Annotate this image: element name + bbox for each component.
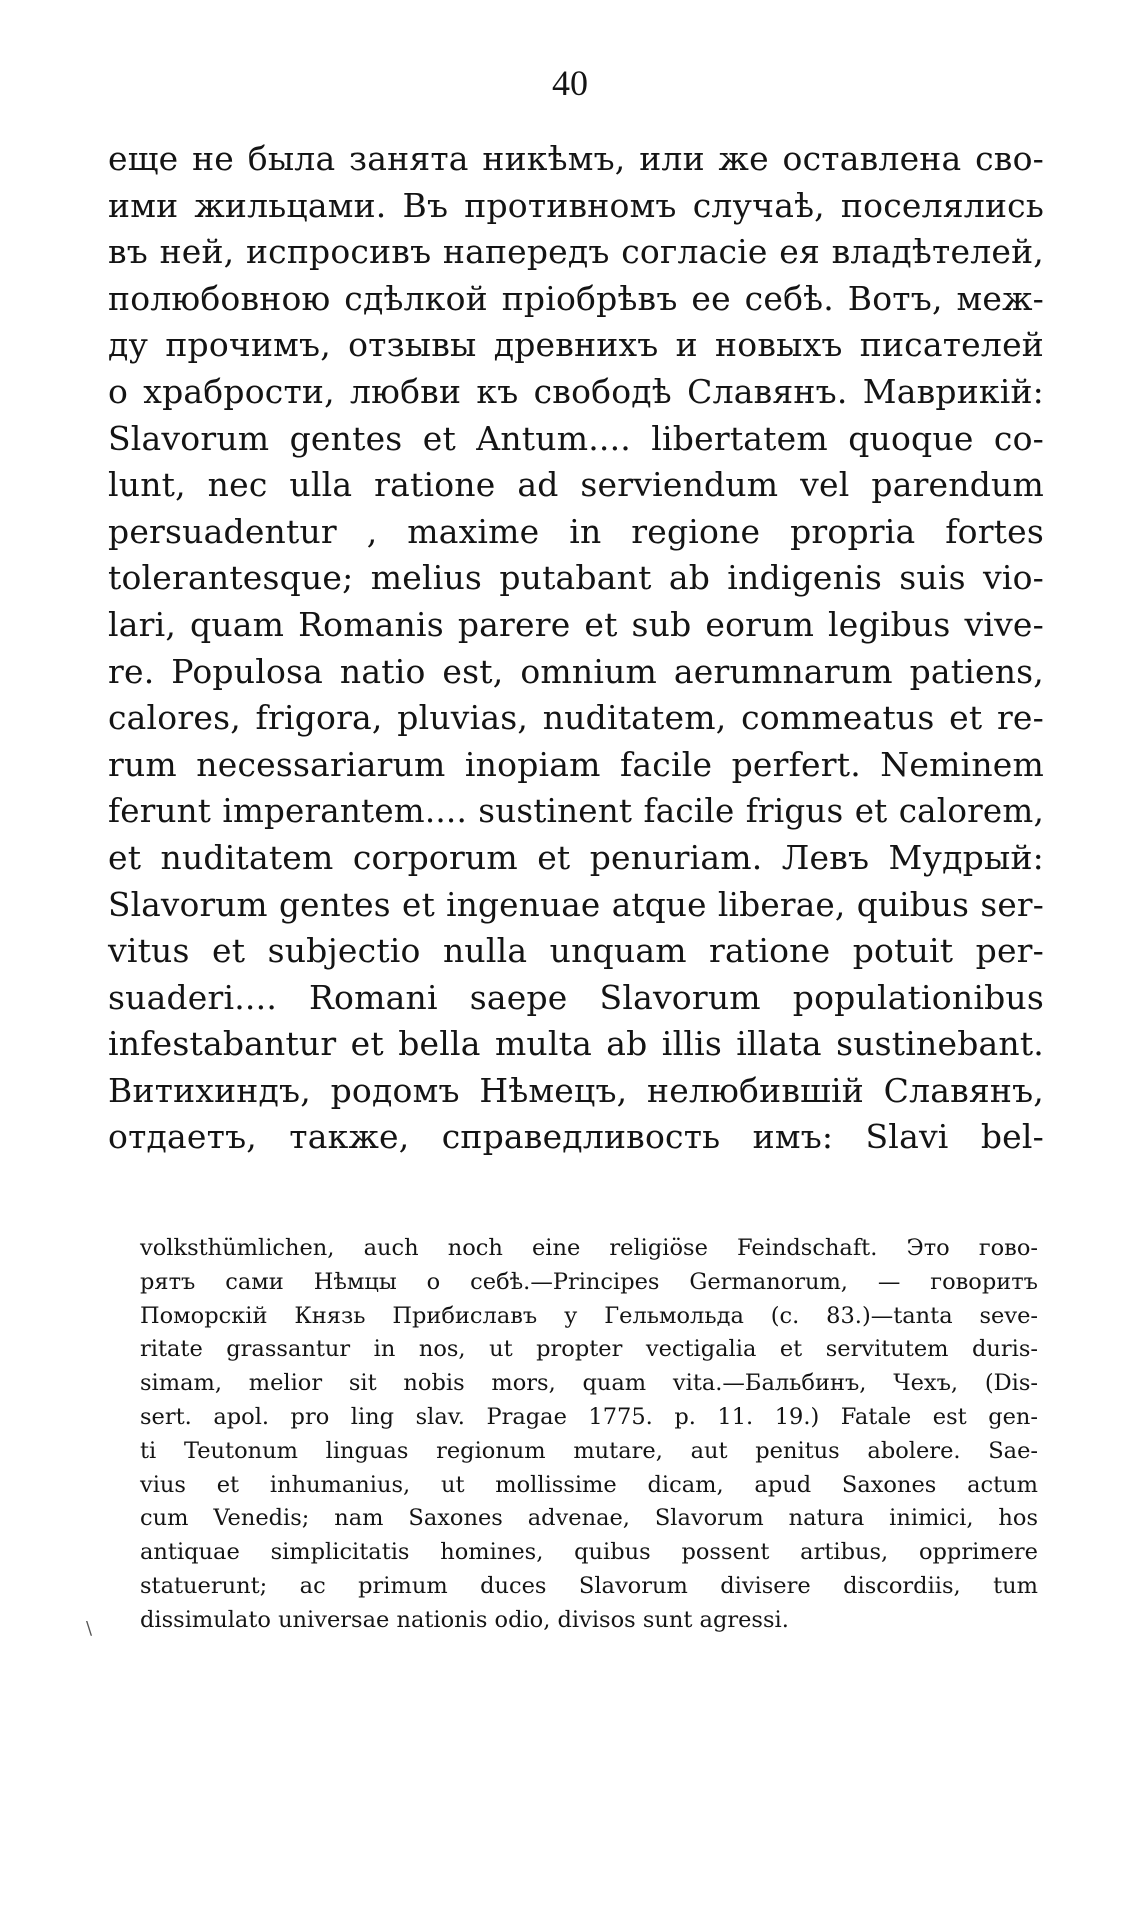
- footnote-line: dissimulato universae nationis odio, divisos sunt agressi.: [140, 1606, 789, 1633]
- text-line: о храбрости, любви къ свободѣ Славянъ. Маврикій:: [108, 371, 1044, 411]
- text-line: tolerantesque; melius putabant ab indigenis suis vio-: [108, 558, 1044, 598]
- main-text-body: [108, 136, 1044, 1161]
- text-line: въ ней, испросивъ напередъ согласіе ея владѣтелей,: [108, 232, 1044, 272]
- text-line: Slavorum gentes et ingenuae atque liberae, quibus ser-: [108, 885, 1044, 924]
- text-line: lunt, nec ulla ratione ad serviendum vel parendum: [108, 465, 1044, 505]
- text-line: suaderi.... Romani saepe Slavorum populationibus: [108, 977, 1044, 1017]
- text-line: re. Populosa natio est, omnium aerumnarum patiens,: [108, 651, 1044, 691]
- text-line: persuadentur , maxime in regione propria fortes: [108, 511, 1044, 551]
- footnote-line: antiquae simplicitatis homines, quibus possent artibus, opprimere: [140, 1539, 1038, 1566]
- text-line: infestabantur et bella multa ab illis illata sustinebant.: [108, 1024, 1044, 1064]
- footnote-line: ti Teutonum linguas regionum mutare, aut penitus abolere. Sae-: [140, 1437, 1038, 1464]
- text-line: Slavorum gentes et Antum.... libertatem quoque co-: [108, 418, 1044, 458]
- footnote-line: volksthümlichen, auch noch eine religiöse Feindschaft. Это гово-: [140, 1235, 1038, 1261]
- footnote-line: Поморскій Князь Прибиславъ у Гельмольда (с. 83.)—tanta seve-: [140, 1302, 1038, 1329]
- footnote-line: sert. apol. pro ling slav. Pragae 1775. p. 11. 19.) Fatale est gen-: [140, 1403, 1038, 1430]
- text-line: rum necessariarum inopiam facile perfert. Neminem: [108, 744, 1044, 784]
- footnote-line: statuerunt; ac primum duces Slavorum divisere discordiis, tum: [140, 1572, 1038, 1599]
- footnote-line: cum Venedis; nam Saxones advenae, Slavorum natura inimici, hos: [140, 1505, 1038, 1532]
- text-line: еще не была занята никѣмъ, или же оставлена сво-: [108, 139, 1044, 178]
- text-line: calores, frigora, pluvias, nuditatem, commeatus et re-: [108, 698, 1044, 738]
- text-line: ду прочимъ, отзывы древнихъ и новыхъ писателей: [108, 325, 1044, 365]
- footnote-line: simam, melior sit nobis mors, quam vita.—Бальбинъ, Чехъ, (Dis-: [140, 1370, 1038, 1397]
- text-line: ими жильцами. Въ противномъ случаѣ, поселялись: [108, 185, 1044, 225]
- footnote-line: рятъ сами Нѣмцы о себѣ.—Principes Germanorum, — говоритъ: [140, 1268, 1038, 1295]
- text-line: lari, quam Romanis parere et sub eorum legibus vive-: [108, 604, 1044, 644]
- text-line: отдаетъ, также, справедливость имъ: Slavi bel-: [108, 1117, 1044, 1157]
- text-line: et nuditatem corporum et penuriam. Левъ Мудрый:: [108, 837, 1044, 877]
- footnote-line: ritate grassantur in nos, ut propter vectigalia et servitutem duris-: [140, 1336, 1038, 1363]
- page-number: 40: [552, 63, 588, 103]
- stray-ink-mark: \: [86, 1618, 93, 1639]
- text-line: полюбовною сдѣлкой пріобрѣвъ ее себѣ. Вотъ, меж-: [108, 278, 1044, 318]
- footnote-line: vius et inhumanius, ut mollissime dicam, apud Saxones actum: [140, 1471, 1038, 1498]
- text-line: Витихиндъ, родомъ Нѣмецъ, нелюбившій Славянъ,: [108, 1070, 1044, 1110]
- text-line: vitus et subjectio nulla unquam ratione potuit per-: [108, 931, 1044, 971]
- text-line: ferunt imperantem.... sustinent facile frigus et calorem,: [108, 792, 1044, 831]
- footnote-body: [140, 1232, 1038, 1638]
